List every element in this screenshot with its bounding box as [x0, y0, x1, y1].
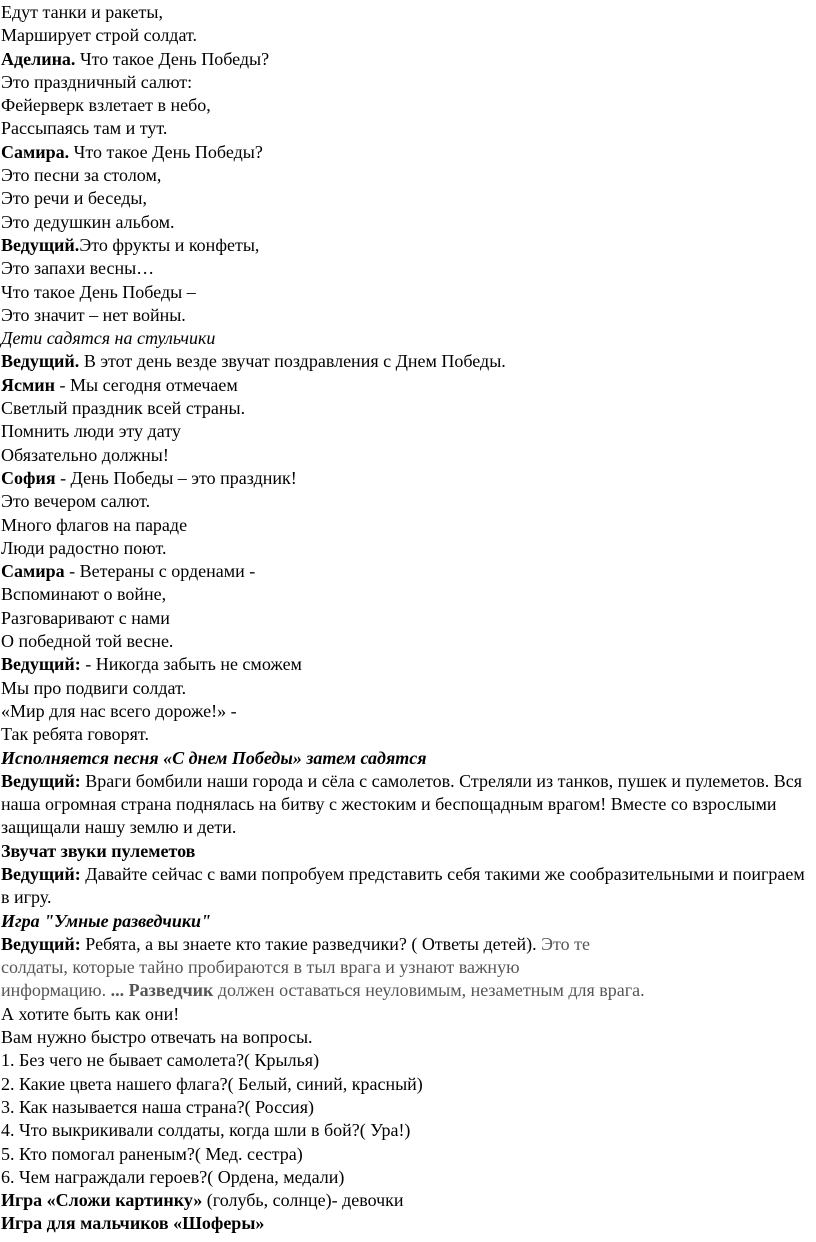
- text-run: Это праздничный салют:: [1, 71, 193, 92]
- text-run: Ведущий.: [1, 234, 80, 255]
- text-run: Это дедушкин альбом.: [1, 211, 175, 232]
- text-run: Ведущий.: [1, 351, 80, 372]
- text-run: (голубь, солнце)- девочки: [202, 1190, 404, 1211]
- text-run: Мы про подвиги солдат.: [1, 677, 187, 698]
- text-run: Ведущий:: [1, 933, 81, 954]
- text-line: [1, 211, 816, 234]
- text-line: [1, 1049, 816, 1072]
- text-run: - День Победы – это праздник!: [55, 467, 297, 488]
- text-run: информацию.: [1, 980, 111, 1001]
- text-run: О победной той весне.: [1, 631, 174, 652]
- text-run: - Ветераны с орденами -: [64, 561, 256, 582]
- text-line: [1, 630, 816, 653]
- text-run: Игра «Сложи картинку»: [1, 1190, 203, 1211]
- text-run: Ведущий:: [1, 654, 81, 675]
- text-line: [1, 350, 816, 373]
- text-line: [1, 257, 816, 280]
- text-run: Самира: [1, 561, 65, 582]
- text-line: [1, 1143, 816, 1166]
- text-line: [1, 327, 816, 350]
- text-run: 5. Кто помогал раненым?( Мед. сестра): [1, 1143, 303, 1164]
- text-line: [1, 281, 816, 304]
- text-line: [1, 117, 816, 140]
- text-line: [1, 94, 816, 117]
- text-line: [1, 1096, 816, 1119]
- text-line: [1, 420, 816, 443]
- text-run: Ребята, а вы знаете кто такие разведчики? ( Ответы детей).: [80, 933, 542, 954]
- text-line: [1, 1003, 816, 1026]
- text-run: Дети садятся на стульчики: [1, 328, 216, 349]
- text-line: [1, 607, 816, 630]
- text-line: [1, 747, 816, 770]
- text-run: Фейерверк взлетает в небо,: [1, 95, 211, 116]
- text-run: Вам нужно быстро отвечать на вопросы.: [1, 1027, 313, 1048]
- text-run: 1. Без чего не бывает самолета?( Крылья): [1, 1050, 320, 1071]
- text-run: Вспоминают о войне,: [1, 584, 167, 605]
- text-line: [1, 700, 816, 723]
- text-run: 2. Какие цвета нашего флага?( Белый, синий, красный): [1, 1073, 423, 1094]
- text-run: Что такое День Победы –: [1, 281, 196, 302]
- text-run: ...: [110, 980, 125, 1001]
- text-run: Люди радостно поют.: [1, 537, 167, 558]
- text-line: [1, 467, 816, 490]
- text-line: [1, 444, 816, 467]
- text-run: Ведущий:: [1, 770, 81, 791]
- text-run: 6. Чем награждали героев?( Ордена, медали): [1, 1166, 345, 1187]
- text-run: Это речи и беседы,: [1, 188, 147, 209]
- text-line: [1, 770, 813, 840]
- text-run: Светлый праздник всей страны.: [1, 398, 246, 419]
- text-line: [1, 537, 816, 560]
- text-line: [1, 234, 816, 257]
- text-run: Много флагов на параде: [1, 514, 188, 535]
- text-line: [1, 1073, 816, 1096]
- text-line: [1, 71, 816, 94]
- text-run: - Никогда забыть не сможем: [80, 654, 302, 675]
- text-run: Ясмин: [1, 374, 55, 395]
- text-line: [1, 723, 816, 746]
- text-line: [1, 304, 816, 327]
- text-line: [1, 1026, 816, 1049]
- text-run: Аделина.: [1, 48, 76, 69]
- text-run: Это запахи весны…: [1, 258, 155, 279]
- text-line: [1, 910, 816, 933]
- text-run: Едут танки и ракеты,: [1, 2, 163, 22]
- text-run: Обязательно должны!: [1, 444, 169, 465]
- text-run: Исполняется песня «С днем Победы» затем садятся: [1, 747, 427, 768]
- text-run: солдаты, которые тайно пробираются в тыл врага и узнают важную: [1, 957, 520, 978]
- text-line: [1, 48, 816, 71]
- text-line: [1, 583, 816, 606]
- text-line: [1, 863, 813, 910]
- text-line: [1, 560, 816, 583]
- text-run: Ведущий:: [1, 863, 81, 884]
- text-line: [1, 1166, 816, 1189]
- text-run: Это те: [541, 933, 591, 954]
- text-line: [1, 956, 816, 979]
- text-line: [1, 164, 816, 187]
- text-line: [1, 1119, 816, 1142]
- text-run: Игра для мальчиков «Шоферы»: [1, 1213, 265, 1234]
- text-line: [1, 1, 816, 24]
- text-run: Звучат звуки пулеметов: [1, 840, 196, 861]
- text-line: [1, 187, 816, 210]
- text-line: [1, 840, 816, 863]
- text-run: Это фрукты и конфеты,: [79, 234, 260, 255]
- text-run: Игра "Умные разведчики": [1, 910, 211, 931]
- text-run: Самира.: [1, 141, 70, 162]
- text-line: [1, 24, 816, 47]
- text-line: [1, 1189, 816, 1212]
- text-run: Разведчик: [128, 980, 214, 1001]
- text-line: [1, 933, 816, 956]
- text-run: 3. Как называется наша страна?( Россия): [1, 1096, 314, 1117]
- text-line: [1, 397, 816, 420]
- text-run: Давайте сейчас с вами попробуем представить себя такими же сообразительными и поиграем в игру.: [1, 863, 805, 908]
- text-line: [1, 490, 816, 513]
- text-run: В этот день везде звучат поздравления с Днем Победы.: [79, 351, 506, 372]
- text-run: Что такое День Победы?: [75, 48, 270, 69]
- text-run: должен оставаться неуловимым, незаметным для врага.: [213, 980, 645, 1001]
- text-run: Это вечером салют.: [1, 491, 151, 512]
- text-run: Рассыпаясь там и тут.: [1, 118, 168, 139]
- text-run: - Мы сегодня отмечаем: [55, 374, 238, 395]
- text-run: София: [1, 467, 56, 488]
- text-run: Разговаривают с нами: [1, 607, 170, 628]
- text-run: Что такое День Победы?: [69, 141, 263, 162]
- text-line: [1, 141, 816, 164]
- text-run: «Мир для нас всего дороже!» -: [1, 700, 237, 721]
- text-run: Это значит – нет войны.: [1, 304, 186, 325]
- text-line: [1, 1212, 816, 1235]
- text-run: Так ребята говорят.: [1, 724, 149, 745]
- text-line: [1, 979, 816, 1002]
- text-run: Марширует строй солдат.: [1, 25, 198, 46]
- text-run: 4. Что выкрикивали солдаты, когда шли в бой?( Ура!): [1, 1120, 411, 1141]
- text-line: [1, 653, 816, 676]
- text-run: Это песни за столом,: [1, 165, 162, 186]
- text-run: А хотите быть как они!: [1, 1003, 180, 1024]
- text-run: Враги бомбили наши города и сёла с самолетов. Стреляли из танков, пушек и пулеметов. Вся наша огромная страна поднялась на битву с жестоким и беспощадным врагом! Вместе со взрослыми защищали нашу землю и дети.: [1, 770, 803, 838]
- text-line: [1, 514, 816, 537]
- text-line: [1, 677, 816, 700]
- text-line: [1, 374, 816, 397]
- text-run: Помнить люди эту дату: [1, 421, 181, 442]
